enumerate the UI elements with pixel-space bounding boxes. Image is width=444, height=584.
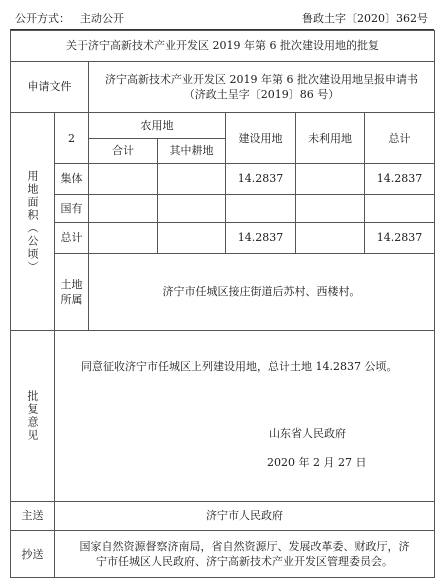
row-label: 国有	[55, 194, 89, 222]
unused-cell	[296, 223, 365, 254]
location-value: 济宁市任城区接庄街道后苏村、西楼村。	[89, 253, 435, 330]
cc-line1: 国家自然资源督察济南局，省自然资源厅、发展改革委、财政厅，济	[79, 540, 410, 554]
total-cell: 14.2837	[365, 164, 435, 195]
location-label	[55, 253, 89, 330]
approval-label: 批复意见	[26, 389, 39, 442]
cc-label: 抄送	[11, 531, 55, 578]
approval-label-cell	[11, 330, 55, 501]
document-number: 鲁政土字〔2020〕362号	[302, 12, 428, 25]
disclosure-value: 主动公开	[80, 12, 124, 25]
cc-value	[55, 531, 435, 578]
recipient-value: 济宁市人民政府	[55, 501, 435, 530]
disclosure-info	[15, 10, 124, 26]
subtotal-cell	[89, 194, 158, 222]
total-cell	[365, 194, 435, 222]
title-row	[11, 31, 435, 62]
approval-opinion	[55, 330, 435, 501]
subtotal-header: 合计	[89, 138, 158, 163]
corner-cell: 2	[55, 113, 89, 164]
construction-header: 建设用地	[226, 113, 296, 164]
recipient-row	[11, 501, 435, 530]
disclosure-label: 公开方式：	[15, 12, 70, 25]
cultivated-cell	[158, 223, 226, 254]
construction-cell: 14.2837	[226, 164, 296, 195]
unused-header: 未利用地	[296, 113, 365, 164]
location-label-line2: 所属	[60, 292, 83, 306]
row-label: 集体	[55, 164, 89, 195]
total-cell: 14.2837	[365, 223, 435, 254]
total-header: 总计	[365, 113, 435, 164]
application-row	[11, 61, 435, 113]
cultivated-cell	[158, 194, 226, 222]
approval-text: 同意征收济宁市任城区上列建设用地，总计土地 14.2837 公顷。	[81, 359, 398, 373]
row-label: 总计	[55, 223, 89, 254]
land-area-label: 用地面积（公顷）	[26, 169, 39, 274]
subtotal-cell	[89, 164, 158, 195]
application-document	[89, 61, 435, 113]
unused-cell	[296, 194, 365, 222]
recipient-label: 主送	[11, 501, 55, 530]
farmland-header: 农用地	[89, 113, 226, 138]
land-header-row-1	[11, 113, 435, 138]
table-row	[11, 223, 435, 254]
cultivated-header: 其中耕地	[158, 138, 226, 163]
approval-form-table	[10, 30, 435, 578]
location-label-line1: 土地	[60, 277, 83, 291]
document-title: 关于济宁高新技术产业开发区 2019 年第 6 批次建设用地的批复	[11, 31, 435, 62]
unused-cell	[296, 164, 365, 195]
application-doc-line1: 济宁高新技术产业开发区 2019 年第 6 批次建设用地呈报申请书	[105, 72, 418, 86]
land-area-section	[11, 113, 55, 331]
location-row	[11, 253, 435, 330]
approval-date: 2020 年 2 月 27 日	[267, 455, 367, 469]
cc-row	[11, 531, 435, 578]
application-doc-line2: （济政土呈字〔2019〕86 号）	[183, 87, 340, 101]
table-row	[11, 194, 435, 222]
cc-line2: 宁市任城区人民政府、济宁高新技术产业开发区管理委员会。	[96, 555, 394, 569]
construction-cell: 14.2837	[226, 223, 296, 254]
table-row	[11, 164, 435, 195]
application-label: 申请文件	[11, 61, 89, 113]
approving-authority: 山东省人民政府	[269, 426, 346, 440]
approval-row	[11, 330, 435, 501]
cultivated-cell	[158, 164, 226, 195]
construction-cell	[226, 194, 296, 222]
subtotal-cell	[89, 223, 158, 254]
